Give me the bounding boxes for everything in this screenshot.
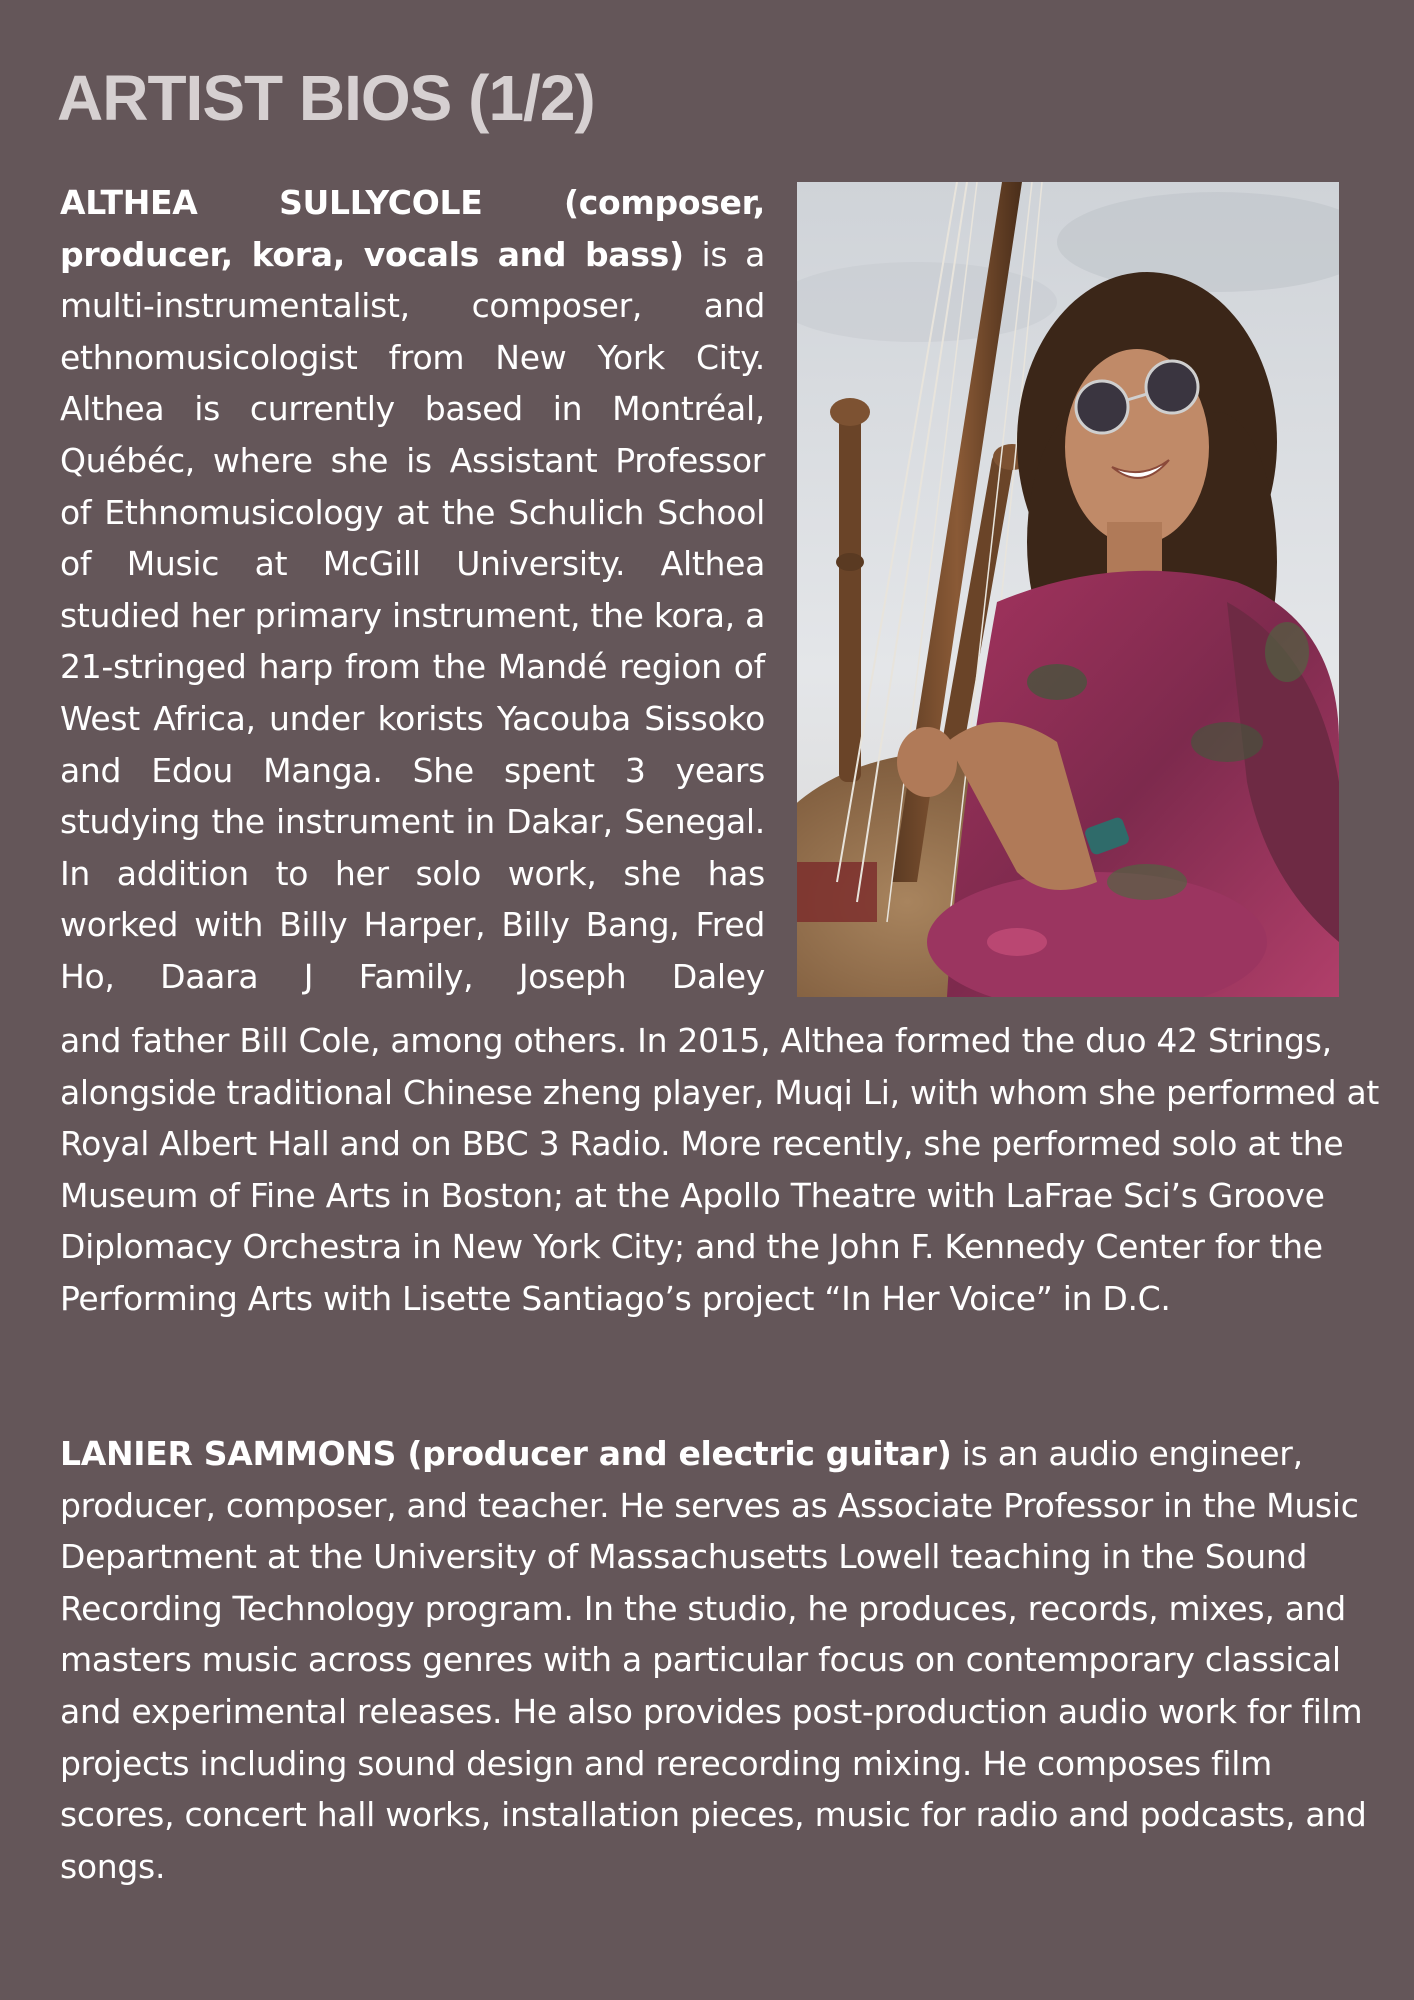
- bio-paragraph-text: is a multi-instrumentalist, composer, and ethnomusicologist from New York City. Althea is currently based in Montréal, Québéc, where she is Assistant Professor of Ethnomusicology at the Schulich School of Music at McGill University. Althea studied her primary instrument, the kora, a 21-stringed harp from the Mandé region of West Africa, under korists Yacouba Sissoko and Edou Manga. She spent 3 years studying the instrument in Dakar, Senegal. In addition to her solo work, she has worked with Billy Harper, Billy Bang, Fred Ho, Daara J Family, Joseph Daley: [60, 234, 765, 996]
- artist-photo-althea-sullycole: [797, 182, 1339, 997]
- page-title: ARTIST BIOS (1/2): [57, 62, 595, 134]
- bio-lanier-sammons: [60, 1428, 1390, 1892]
- bio-paragraph-text: is an audio engineer, producer, composer, and teacher. He serves as Associate Professor in the Music Department at the University of Massachusetts Lowell teaching in the Sound Recording Technology program. In the studio, he produces, records, mixes, and masters music across genres with a particular focus on contemporary classical and experimental releases. He also provides post-production audio work for film projects including sound design and rerecording mixing. He composes film scores, concert hall works, installation pieces, music for radio and podcasts, and songs.: [60, 1434, 1367, 1886]
- bio-althea-sullycole-continued: and father Bill Cole, among others. In 2015, Althea formed the duo 42 Strings, alongside traditional Chinese zheng player, Muqi Li, with whom she performed at Royal Albert Hall and on BBC 3 Radio. More recently, she performed solo at the Museum of Fine Arts in Boston; at the Apollo Theatre with LaFrae Sci’s Groove Diplomacy Orchestra in New York City; and the John F. Kennedy Center for the Performing Arts with Lisette Santiago’s project “In Her Voice” in D.C.: [60, 1021, 1380, 1318]
- artist-photo-illustration: [797, 182, 1339, 997]
- bio-name-credit: LANIER SAMMONS (producer and electric guitar): [60, 1434, 952, 1473]
- bio-althea-sullycole-intro: [60, 177, 765, 1003]
- bio-name-credit: ALTHEA SULLYCOLE (composer, producer, kora, vocals and bass): [60, 183, 765, 274]
